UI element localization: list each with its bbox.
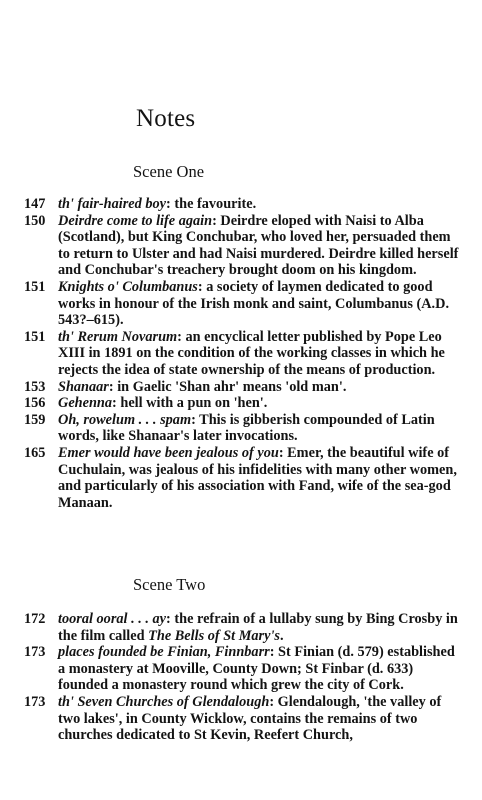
note-text: : hell with a pun on 'hen'. (112, 395, 268, 412)
note-line-number: 151 (24, 278, 46, 295)
note-text: : St Finian (d. 579) established a monastery at Mooville, County Down; St Finbar (d. 633) founded a monastery round which grew the city of Cork. (58, 644, 455, 694)
note-item (24, 395, 460, 412)
film-title: The Bells of St Mary's (148, 627, 280, 644)
note-line-number: 153 (24, 378, 46, 395)
note-item (24, 644, 460, 694)
note-item (24, 445, 460, 511)
note-item (24, 412, 460, 445)
note-term: places founded be Finian, Finnbarr (58, 644, 270, 661)
note-line-number: 172 (24, 611, 46, 627)
note-text: : Deirdre eloped with Naisi to Alba (Scotland), but King Conchubar, who loved her, persuaded them to return to Ulster and had Naisi murdered. Deirdre killed herself and Conchubar's treachery brought doom on his kingdom. (58, 212, 459, 279)
note-text: : a society of laymen dedicated to good works in honour of the Irish monk and saint, Columbanus (A.D. 543?–615). (58, 278, 450, 329)
note-term: Oh, rowelum . . . spam (58, 411, 192, 428)
note-line-number: 173 (24, 693, 46, 710)
scene-two-notes (24, 611, 460, 744)
note-text: : an encyclical letter published by Pope Leo XIII in 1891 on the condition of the working classes in which he rejects the idea of state ownership of the means of production. (58, 328, 445, 378)
note-item (24, 694, 460, 744)
note-line-number: 151 (24, 328, 46, 345)
note-text: : Glendalough, 'the valley of two lakes', in County Wicklow, contains the remains of two churches dedicated to St Kevin, Reefert Church, (58, 693, 442, 744)
note-line-number: 173 (24, 644, 46, 661)
note-term: th' Rerum Novarum (58, 328, 178, 345)
note-term: tooral ooral . . . ay (58, 611, 167, 627)
note-text: : the refrain of a lullaby sung by Bing Crosby in the film called (58, 611, 458, 644)
scene-one-heading: Scene One (133, 162, 205, 181)
note-text-tail: . (280, 627, 284, 644)
page-title: Notes (136, 105, 196, 132)
note-term: Gehenna (58, 395, 113, 412)
note-term: th' fair-haired boy (58, 196, 167, 212)
note-term: Shanaar (58, 378, 109, 395)
note-term: Deirdre come to life again (58, 212, 213, 229)
note-term: Emer would have been jealous of you (58, 444, 279, 461)
note-term: Knights o' Columbanus (58, 278, 198, 295)
note-item (24, 379, 460, 396)
note-line-number: 165 (24, 444, 46, 461)
note-item (24, 196, 460, 213)
note-text: : in Gaelic 'Shan ahr' means 'old man'. (108, 378, 347, 395)
scene-two-heading: Scene Two (133, 575, 206, 594)
note-text: : Emer, the beautiful wife of Cuchulain, was jealous of his infidelities with many other women, and particularly of his association with Fand, wife of the sea-god Manaan. (58, 444, 457, 511)
note-item (24, 611, 460, 644)
note-item (24, 213, 460, 279)
note-line-number: 159 (24, 411, 46, 428)
note-text: : This is gibberish compounded of Latin words, like Shanaar's later invocations. (58, 411, 435, 445)
note-item (24, 279, 460, 329)
note-item (24, 329, 460, 379)
note-term: th' Seven Churches of Glendalough (58, 693, 270, 710)
note-line-number: 156 (24, 395, 46, 412)
note-line-number: 147 (24, 196, 46, 212)
note-line-number: 150 (24, 212, 46, 229)
scene-one-notes (24, 196, 460, 511)
note-text: : the favourite. (166, 196, 257, 212)
